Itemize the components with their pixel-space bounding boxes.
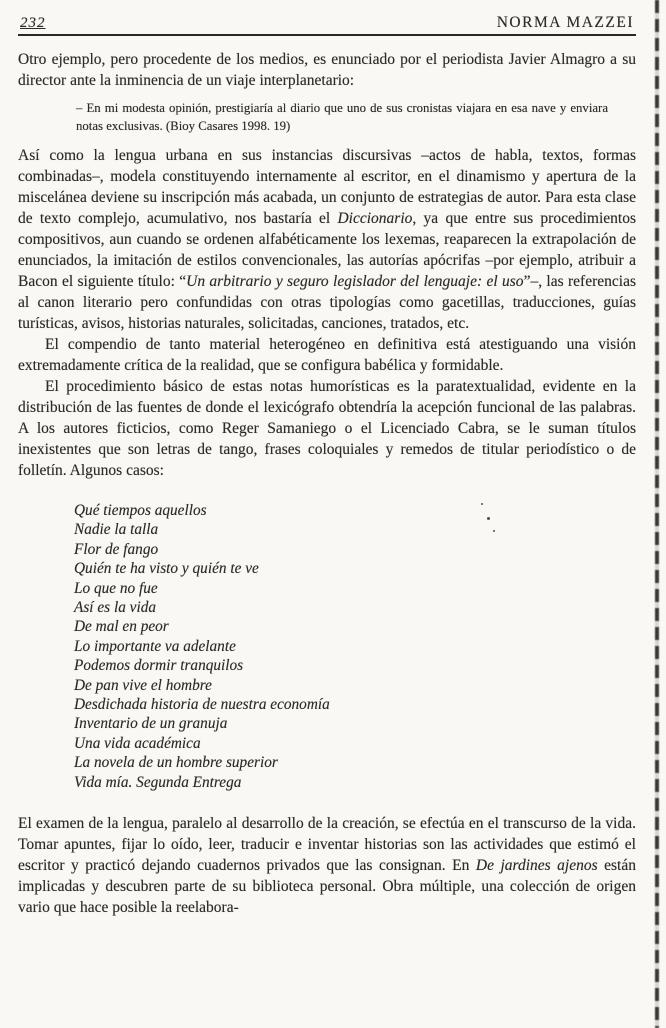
title-line: Quién te ha visto y quién te ve [74, 560, 259, 578]
title-line: Flor de fango [74, 540, 159, 558]
text-segment: ”–, las referencias al canon literario pero confundidas con otras tipologías como gacetillas, traducciones, guías turísticas, avisos, historias naturales, solicitadas, canciones, tratados, etc. [18, 273, 636, 332]
title-line: Nadie la talla [74, 521, 159, 539]
title-line: Así es la vida [74, 599, 156, 617]
title-line: De mal en peor [74, 618, 169, 636]
paragraph-procedimiento: El procedimiento básico de estas notas humorísticas es la paratextualidad, evidente en la distribución de las fuentes de donde el lexicógrafo obtendría la acepción funcional de las palabras. A los autores ficticios, como Reger Samaniego o el Licenciado Cabra, se le suman títulos inexistentes que son letras de tango, frases coloquiales y remedos de titular periodístico o de folletín. Algunos casos: [18, 378, 636, 479]
title-line: La novela de un hombre superior [74, 754, 278, 772]
block-quote: – En mi modesta opinión, prestigiaría al diario que uno de sus cronistas viajara en esa nave y enviara notas exclusivas. (Bioy Casares 1998. 19) [76, 101, 608, 133]
title-line: Lo que no fue [74, 579, 158, 597]
text-segment: , ya que entre sus procedimientos compositivos, aun cuando se ordenen alfabéticamente los lexemas, reaparecen la extrapolación de enunciados, la imitación de estilos convencionales, las autorías apócrifas –por ejemplo, atribuir a Bacon el siguiente título: “ [18, 210, 636, 290]
scan-speckle [493, 530, 495, 532]
text-segment: El examen de la lengua, paralelo al desarrollo de la creación, se efectúa en el transcurso de la vida. Tomar apuntes, fijar lo oído, leer, traducir e inventar historias son las actividades que estimó el escritor y practicó dejando cuadernos privados que las consignan. En [18, 815, 636, 875]
title-line: Qué tiempos aquellos [74, 502, 207, 519]
titles-list [74, 501, 636, 792]
running-header [18, 14, 636, 36]
title-line: Lo importante va adelante [74, 637, 236, 655]
text-segment: están implicadas y descubren parte de su biblioteca personal. Obra múltiple, una colección de origen vario que hace posible la reelabora- [18, 857, 636, 917]
title-line: Vida mía. Segunda Entrega [74, 773, 242, 791]
scan-speckle [481, 503, 483, 505]
paragraph-intro: Otro ejemplo, pero procedente de los medios, es enunciado por el periodista Javier Almagro a su director ante la inminencia de un viaje interplanetario: [18, 51, 636, 89]
text-segment: Así como la lengua urbana en sus instancias discursivas –actos de habla, textos, formas combinadas–, modela constituyendo internamente al escritor, en el dinamismo y apertura de la miscelánea deviene su inscripción más acabada, un conjunto de estrategias de autor. Para esta clase de texto complejo, acumulativo, nos bastaría el [18, 147, 636, 227]
title-line: Podemos dormir tranquilos [74, 657, 244, 675]
scan-speckle [487, 517, 490, 520]
text-segment: De jardines ajenos [475, 857, 598, 875]
paragraph-examen [18, 813, 636, 918]
scan-artifact-right-edge [655, 0, 659, 1028]
title-line: Una vida académica [74, 734, 201, 752]
page-number: 232 [20, 15, 46, 31]
title-line: Desdichada historia de nuestra economía [74, 696, 330, 714]
running-header-title: NORMA MAZZEI [496, 14, 634, 31]
text-segment: Un arbitrario y seguro legislador del lenguaje: el uso [186, 273, 524, 290]
paragraph-lengua-urbana [18, 145, 636, 334]
title-line: Inventario de un granuja [74, 715, 228, 733]
paragraph-compendio: El compendio de tanto material heterogéneo en definitiva está atestiguando una visión extremadamente crítica de la realidad, que se configura babélica y formidable. [18, 336, 636, 374]
text-segment: Diccionario [337, 210, 413, 227]
title-line: De pan vive el hombre [74, 676, 212, 694]
